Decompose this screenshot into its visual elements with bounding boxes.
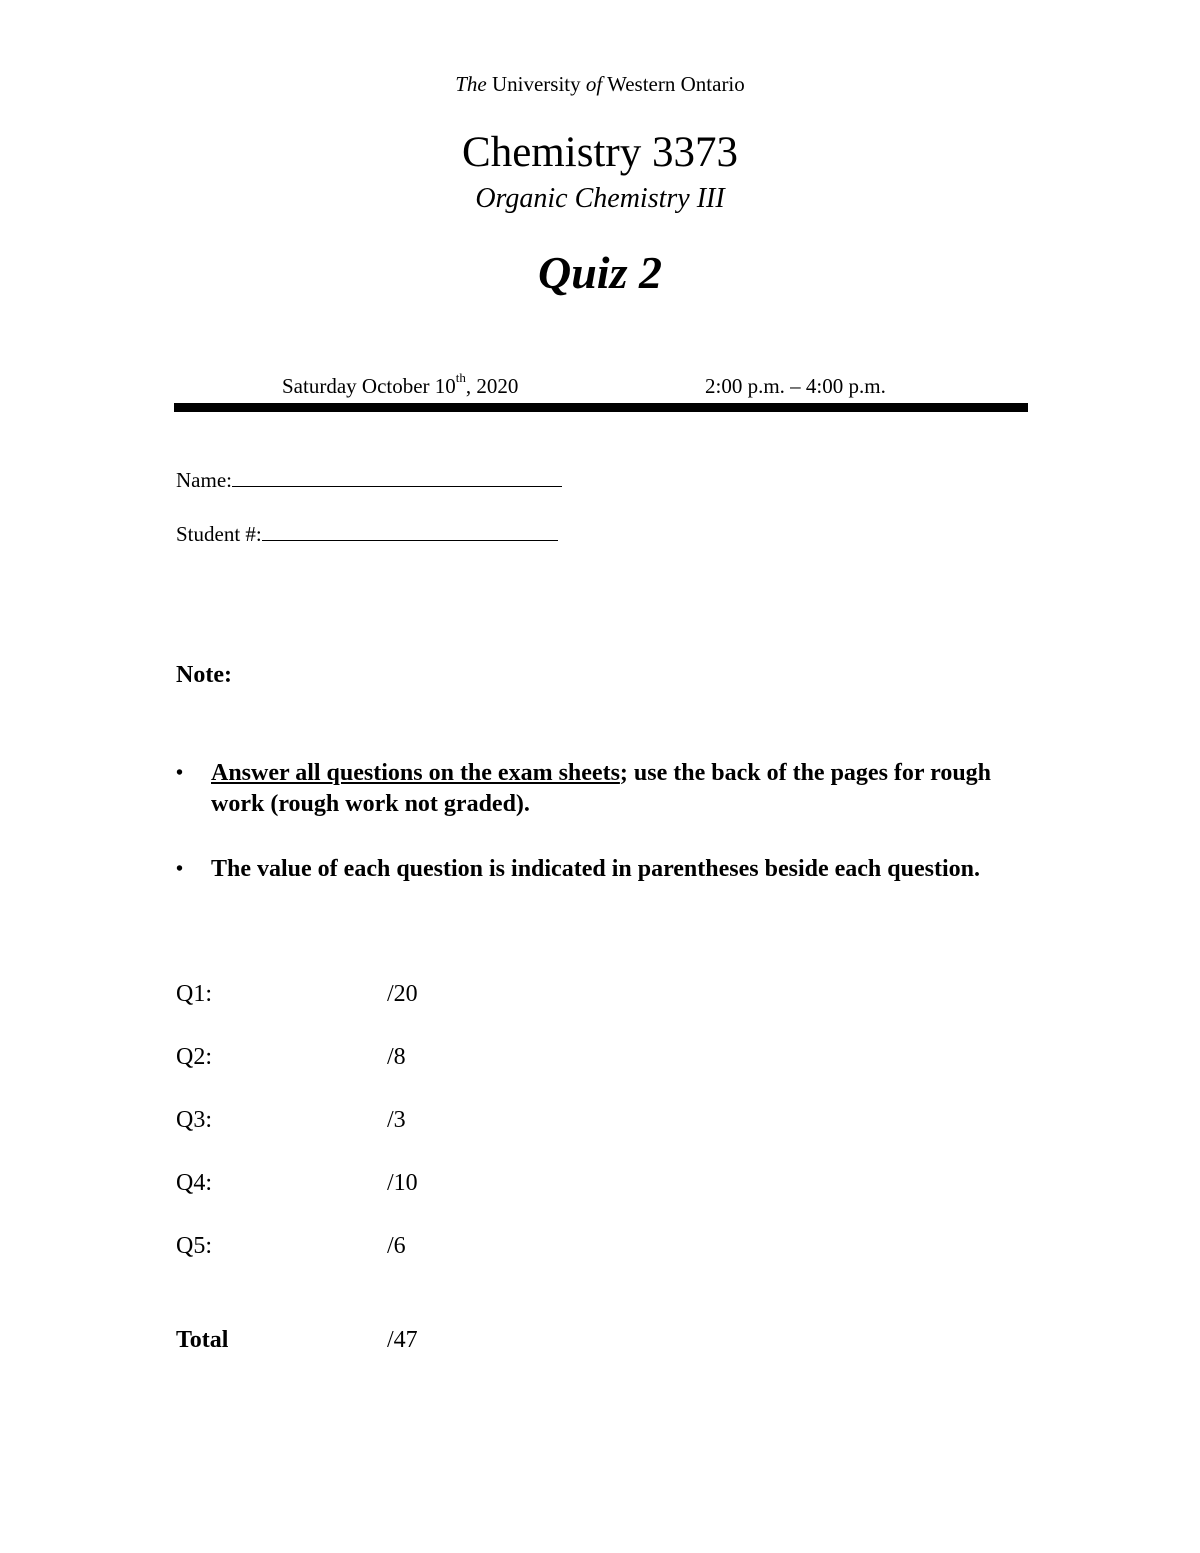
- total-label: Total: [176, 1327, 229, 1353]
- score-value: /8: [387, 1044, 406, 1070]
- bullet-icon: •: [176, 858, 184, 880]
- student-number-label: Student #:: [176, 522, 262, 546]
- date-suffix: th: [455, 370, 466, 385]
- exam-time: 2:00 p.m. – 4:00 p.m.: [705, 374, 886, 398]
- course-subtitle: Organic Chemistry III: [475, 183, 725, 214]
- score-label: Q4:: [176, 1170, 212, 1196]
- course-title: Chemistry 3373: [462, 129, 738, 176]
- name-field: [176, 466, 562, 493]
- instruction-emphasis: Answer all questions on the exam sheets: [211, 760, 620, 786]
- university-middle: University: [486, 72, 586, 96]
- exam-date: [282, 370, 519, 399]
- header-divider: [174, 403, 1028, 412]
- score-label: Q1:: [176, 981, 212, 1007]
- university-suffix: Western Ontario: [602, 72, 745, 96]
- instruction-text: The value of each question is indicated in parentheses beside each question.: [211, 856, 980, 882]
- bullet-icon: •: [176, 762, 184, 784]
- student-number-field: [176, 520, 558, 547]
- score-value: /6: [387, 1233, 406, 1259]
- score-label: Q3:: [176, 1107, 212, 1133]
- name-blank-line[interactable]: [232, 466, 562, 487]
- total-value: /47: [387, 1327, 418, 1353]
- student-number-blank-line[interactable]: [262, 520, 558, 541]
- score-value: /3: [387, 1107, 406, 1133]
- date-day: Saturday October 10: [282, 374, 456, 398]
- university-name: [0, 72, 1200, 97]
- university-of: of: [585, 72, 603, 96]
- score-value: /20: [387, 981, 418, 1007]
- instruction-text: [211, 758, 1011, 820]
- quiz-title: Quiz 2: [538, 247, 662, 298]
- name-label: Name:: [176, 468, 232, 492]
- note-heading: Note:: [176, 662, 232, 688]
- date-year: , 2020: [465, 374, 519, 398]
- score-value: /10: [387, 1170, 418, 1196]
- score-label: Q2:: [176, 1044, 212, 1070]
- university-prefix: The: [455, 72, 487, 96]
- score-label: Q5:: [176, 1233, 212, 1259]
- instruction-rest: ; use the back of the pages for rough work (rough work not graded).: [211, 760, 992, 817]
